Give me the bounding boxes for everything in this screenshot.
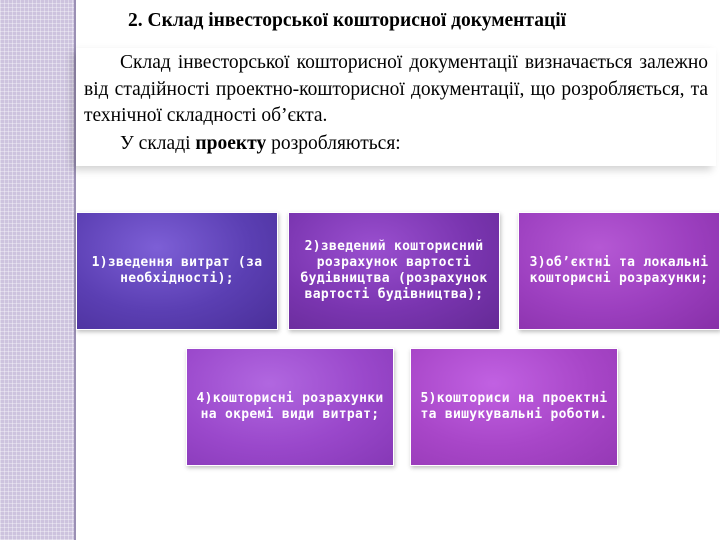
decorative-side-stripe — [0, 0, 76, 540]
item-box-1-text: 1)зведення витрат (за необхідності); — [91, 255, 263, 286]
paragraph-project — [120, 131, 708, 158]
item-box-5-text: 5)кошториси на проектні та вишукувальні роботи. — [420, 391, 608, 422]
item-box-2-text: 2)зведений кошторисний розрахунок вартості будівництва (розрахунок вартості будівництва); — [300, 239, 488, 302]
item-box-4-text: 4)кошторисні розрахунки на окремі види витрат; — [196, 391, 384, 422]
item-box-4 — [186, 348, 394, 466]
item-box-3 — [518, 212, 720, 330]
slide-title: 2. Склад інвесторської кошторисної документації — [128, 10, 567, 31]
paragraph-intro-text: Склад інвесторської кошторисної документації визначається залежно від стадійності проектно-кошторисної документації, що розробляється, та технічної складності об’єкта. — [84, 52, 708, 126]
item-box-3-text: 3)об’єктні та локальні кошторисні розрахунки; — [529, 255, 709, 286]
item-box-2 — [288, 212, 500, 330]
paragraph-project-lead: У складі — [120, 133, 196, 154]
item-box-1 — [76, 212, 278, 330]
item-box-5 — [410, 348, 618, 466]
paragraph-intro — [84, 50, 708, 130]
paragraph-project-bold: проекту — [195, 133, 267, 154]
paragraph-project-tail: розробляються: — [266, 133, 401, 154]
